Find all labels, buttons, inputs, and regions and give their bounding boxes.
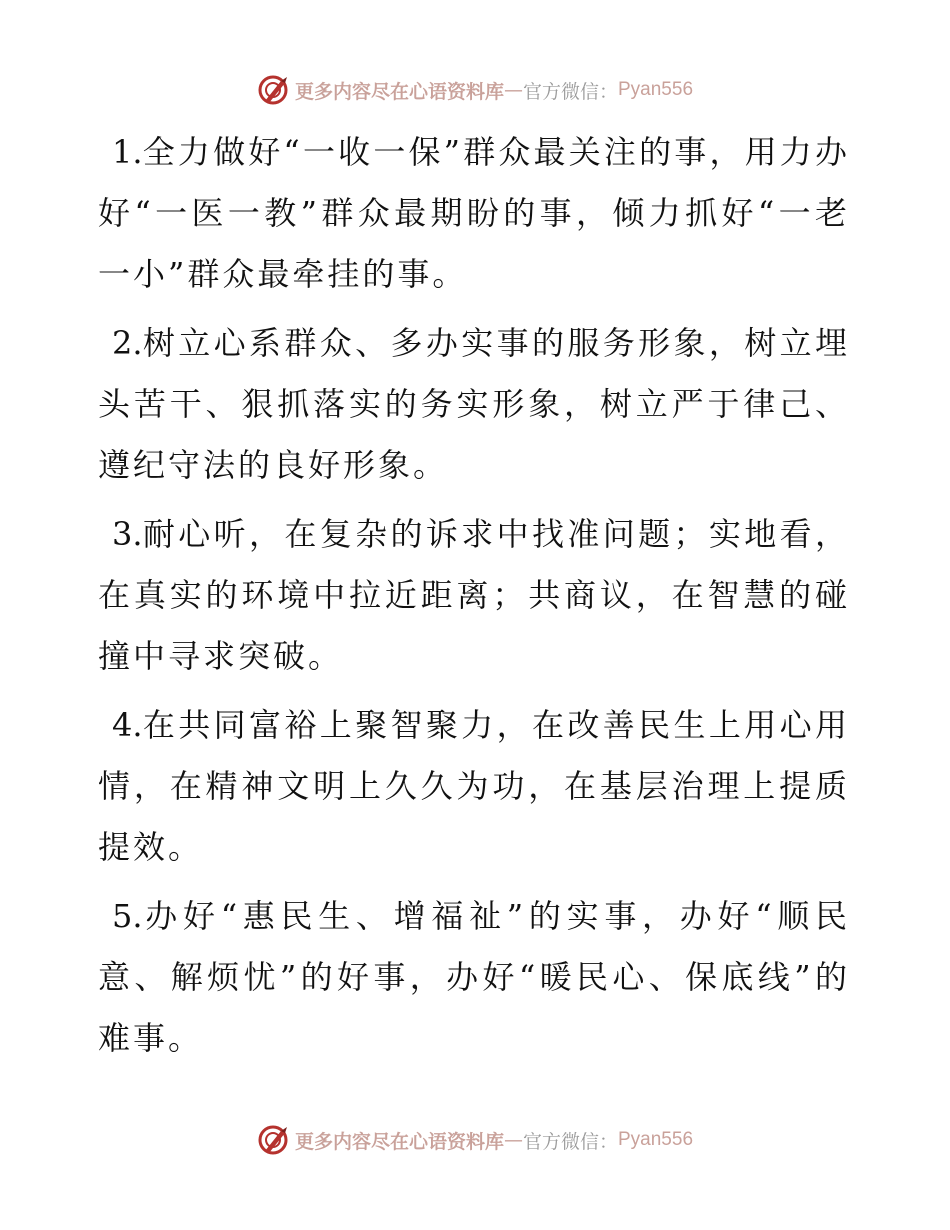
paragraph-5 [98, 886, 850, 1069]
logo-icon [257, 1123, 291, 1157]
footer-banner [0, 1120, 950, 1160]
banner-subtitle: 官方微信： [522, 80, 618, 103]
banner-dash: — [503, 79, 523, 101]
document-body [98, 122, 850, 1077]
paragraph-number: 5. [112, 897, 143, 935]
paragraph-1 [98, 122, 850, 305]
logo-icon [257, 73, 291, 107]
paragraph-text: 耐心听，在复杂的诉求中找准问题；实地看，在真实的环境中拉近距离；共商议，在智慧的碰撞中寻求突破。 [98, 515, 850, 675]
banner-wechat-id: Pyan556 [618, 1129, 694, 1150]
paragraph-number: 4. [112, 706, 143, 744]
paragraph-number: 3. [112, 515, 143, 553]
header-banner [0, 70, 950, 110]
banner-wechat-id: Pyan556 [618, 79, 694, 100]
paragraph-text: 在共同富裕上聚智聚力，在改善民生上用心用情，在精神文明上久久为功，在基层治理上提质提效。 [98, 706, 850, 866]
paragraph-number: 1. [112, 133, 143, 171]
paragraph-text: 办好“惠民生、增福祉”的实事，办好“顺民意、解烦忧”的好事，办好“暖民心、保底线”的难事。 [98, 897, 850, 1057]
paragraph-number: 2. [112, 324, 143, 362]
paragraph-3 [98, 504, 850, 687]
banner-dash: — [503, 1129, 523, 1151]
banner-subtitle: 官方微信： [522, 1130, 618, 1153]
banner-title: 更多内容尽在心语资料库 [294, 1130, 504, 1153]
paragraph-text: 全力做好“一收一保”群众最关注的事，用力办好“一医一教”群众最期盼的事，倾力抓好“一老一小”群众最牵挂的事。 [98, 133, 850, 293]
paragraph-text: 树立心系群众、多办实事的服务形象，树立埋头苦干、狠抓落实的务实形象，树立严于律己、遵纪守法的良好形象。 [98, 324, 850, 484]
paragraph-4 [98, 695, 850, 878]
paragraph-2 [98, 313, 850, 496]
banner-title: 更多内容尽在心语资料库 [294, 80, 504, 103]
